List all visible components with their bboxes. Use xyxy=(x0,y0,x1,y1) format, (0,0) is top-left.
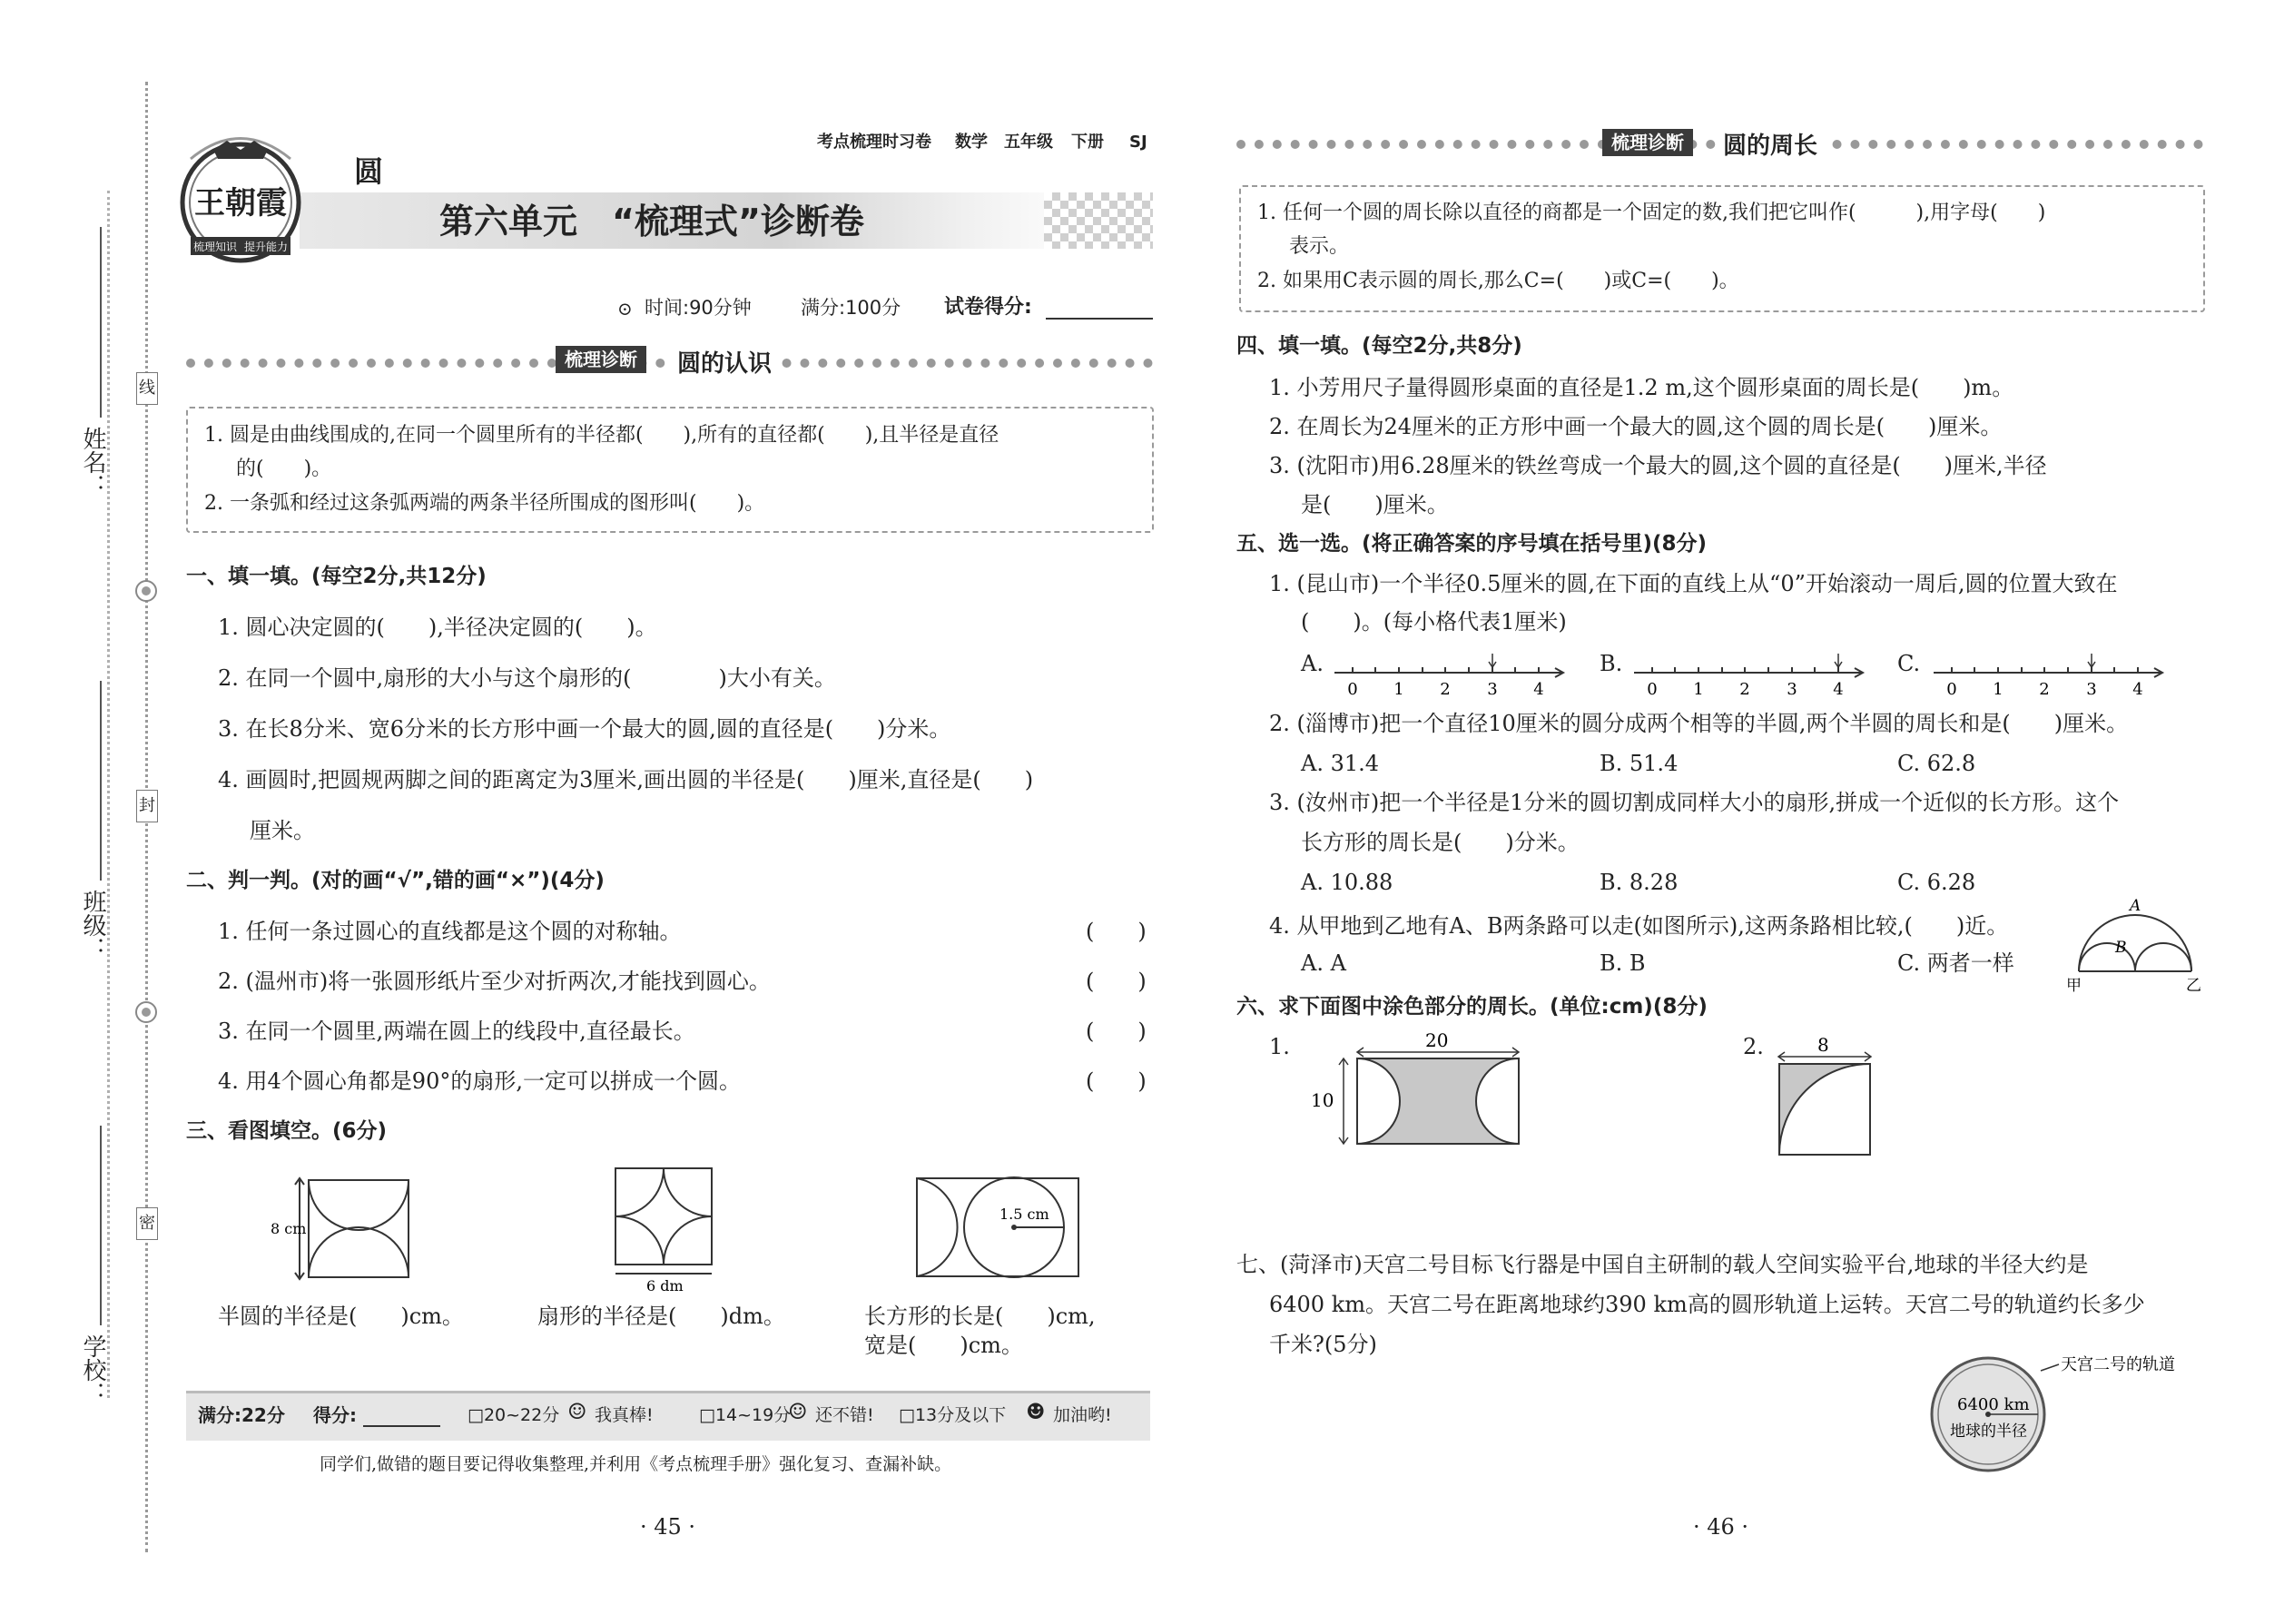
start-label: 甲 xyxy=(2066,977,2082,994)
exam-full-score: 满分:100分 xyxy=(801,297,901,319)
section-tag: 梳理诊断 xyxy=(556,346,646,373)
exam-score-label: 试卷得分: xyxy=(944,296,1032,319)
q5-option-b[interactable]: B. xyxy=(1600,651,1623,676)
q4-item: 2. 在周长为24厘米的正方形中画一个最大的圆,这个圆的周长是( )厘米。 xyxy=(1269,414,2003,439)
school-label: 学校： xyxy=(79,1334,106,1405)
q3-figure-3 xyxy=(912,1174,1085,1283)
box1-line: 1. 圆是由曲线围成的,在同一个圆里所有的半径都( ),所有的直径都( ),且半径是直径 xyxy=(204,424,999,447)
q1-heading: 一、填一填。(每空2分,共12分) xyxy=(186,565,487,588)
box2-line: 1. 任何一个圆的周长除以直径的商都是一个固定的数,我们把它叫作( ),用字母( ) xyxy=(1257,202,2046,224)
tick-label: 3 xyxy=(1787,680,1797,699)
q3-caption-2: 扇形的半径是( )dm。 xyxy=(537,1304,785,1329)
tick-label: 4 xyxy=(1833,680,1844,699)
q6-number-2: 2. xyxy=(1743,1034,1764,1059)
q5-item: 1. (昆山市)一个半径0.5厘米的圆,在下面的直线上从“0”开始滚动一周后,圆的位置大致在 xyxy=(1269,571,2118,596)
q1-item: 厘米。 xyxy=(250,818,315,843)
tick-label: 3 xyxy=(1487,680,1498,699)
orbit-label: 天宫二号的轨道 xyxy=(2061,1355,2175,1374)
score-msg-3: 加油哟! xyxy=(1053,1405,1112,1425)
q4-item: 1. 小芳用尺子量得圆形桌面的直径是1.2 m,这个圆形桌面的周长是( )m。 xyxy=(1269,375,2014,400)
smile-icon: ☺ xyxy=(788,1399,808,1424)
number-line-c xyxy=(1934,649,2170,700)
earth-radius-label: 地球的半径 xyxy=(1950,1422,2027,1441)
exam-score-blank[interactable] xyxy=(1046,318,1153,320)
q3-figure-2 xyxy=(608,1166,717,1294)
q5-option[interactable]: C. 两者一样 xyxy=(1897,950,2014,976)
q2-answer[interactable]: ( ) xyxy=(1086,1068,1147,1094)
q5-item: ( )。(每小格代表1厘米) xyxy=(1301,609,1567,635)
school-blank xyxy=(100,1126,102,1325)
q5-option[interactable]: C. 6.28 xyxy=(1897,870,1976,895)
q6-figure-2 xyxy=(1770,1035,1879,1157)
tick-label: 0 xyxy=(1946,680,1957,699)
q4-item: 3. (沈阳市)用6.28厘米的铁丝弯成一个最大的圆,这个圆的直径是( )厘米,半径 xyxy=(1269,453,2047,478)
q6-figure-1 xyxy=(1307,1030,1530,1153)
binding-hole-icon xyxy=(133,577,160,605)
name-label: 姓名： xyxy=(79,427,106,497)
fig2-label: 6 dm xyxy=(646,1277,684,1294)
q3-figure-1 xyxy=(263,1176,422,1284)
binding-divider xyxy=(107,191,110,1398)
brand-logo xyxy=(163,123,318,277)
tick-label: 2 xyxy=(1440,680,1451,699)
q6-width-2: 8 xyxy=(1817,1035,1829,1056)
tick-label: 3 xyxy=(2086,680,2097,699)
score-bar-got: 得分: xyxy=(313,1404,357,1426)
q2-item: 4. 用4个圆心角都是90°的扇形,一定可以拼成一个圆。 xyxy=(218,1068,741,1094)
fig1-label: 8 cm xyxy=(271,1220,307,1237)
tick-label: 1 xyxy=(1393,680,1404,699)
class-blank xyxy=(100,681,102,881)
brand-sub-left: 梳理知识 xyxy=(192,241,238,253)
q5-item: 4. 从甲地到乙地有A、B两条路可以走(如图所示),这两条路相比较,( )近。 xyxy=(1269,913,2009,939)
score-range-3[interactable]: □13分及以下 xyxy=(899,1405,1007,1425)
q2-item: 3. 在同一个圆里,两端在圆上的线段中,直径最长。 xyxy=(218,1019,695,1044)
header-grade: 五年级 xyxy=(1004,133,1053,152)
brand-name: 王朝霞 xyxy=(194,185,287,221)
q5-option[interactable]: B. 8.28 xyxy=(1600,870,1679,895)
tick-label: 0 xyxy=(1647,680,1658,699)
q6-number-1: 1. xyxy=(1269,1034,1290,1059)
q2-answer[interactable]: ( ) xyxy=(1086,969,1147,994)
binding-hole-icon xyxy=(133,999,160,1026)
score-bar-blank[interactable] xyxy=(363,1425,440,1427)
path-a-label: A xyxy=(2130,897,2141,915)
q1-item: 1. 圆心决定圆的( ),半径决定圆的( )。 xyxy=(218,615,657,640)
end-label: 乙 xyxy=(2186,977,2201,994)
box2-line: 2. 如果用C表示圆的周长,那么C=( )或C=( )。 xyxy=(1257,270,1739,292)
review-tip: 同学们,做错的题目要记得收集整理,并利用《考点梳理手册》强化复习、查漏补缺。 xyxy=(320,1454,952,1474)
q5-option[interactable]: A. 10.88 xyxy=(1301,870,1393,895)
page-number-left: · 45 · xyxy=(640,1514,696,1540)
unit-topic: 圆 xyxy=(354,154,384,189)
q7-line: 千米?(5分) xyxy=(1269,1332,1377,1357)
q1-item: 2. 在同一个圆中,扇形的大小与这个扇形的( )大小有关。 xyxy=(218,665,836,691)
header-subject: 数学 xyxy=(955,133,988,152)
tick-label: 2 xyxy=(1739,680,1750,699)
q3-caption-3a: 长方形的长是( )cm, xyxy=(864,1304,1096,1329)
score-msg-2: 还不错! xyxy=(815,1405,874,1425)
q6-height-1: 10 xyxy=(1311,1089,1334,1111)
q5-option[interactable]: B. B xyxy=(1600,950,1646,976)
tick-label: 1 xyxy=(1693,680,1704,699)
q2-answer[interactable]: ( ) xyxy=(1086,1019,1147,1044)
section-tag: 梳理诊断 xyxy=(1602,129,1693,156)
number-line-b xyxy=(1634,649,1870,700)
section-title: 圆的周长 xyxy=(1716,127,1825,161)
q3-caption-3b: 宽是( )cm。 xyxy=(864,1333,1023,1358)
title-checker xyxy=(1044,192,1153,249)
clock-icon: ⊙ xyxy=(617,298,633,320)
q4-heading: 四、填一填。(每空2分,共8分) xyxy=(1236,334,1522,358)
score-range-2[interactable]: □14~19分 xyxy=(699,1405,792,1425)
q6-width-1: 20 xyxy=(1425,1030,1449,1051)
q5-option[interactable]: A. 31.4 xyxy=(1301,751,1380,776)
q1-item: 3. 在长8分米、宽6分米的长方形中画一个最大的圆,圆的直径是( )分米。 xyxy=(218,716,951,742)
score-bar-full: 满分:22分 xyxy=(198,1404,285,1426)
q6-heading: 六、求下面图中涂色部分的周长。(单位:cm)(8分) xyxy=(1236,995,1708,1019)
q5-heading: 五、选一选。(将正确答案的序号填在括号里)(8分) xyxy=(1236,532,1708,556)
tick-label: 1 xyxy=(1993,680,2004,699)
page-title: 第六单元 “梳理式”诊断卷 xyxy=(439,202,864,241)
header-edition: SJ xyxy=(1129,133,1147,152)
smile-icon: ☺ xyxy=(567,1399,587,1424)
box1-line: 的( )。 xyxy=(236,458,332,480)
header-series: 考点梳理时习卷 xyxy=(817,133,931,152)
q5-option[interactable]: A. A xyxy=(1301,950,1346,976)
fig3-label: 1.5 cm xyxy=(999,1206,1049,1223)
q7-line: 6400 km。天宫二号在距离地球约390 km高的圆形轨道上运转。天宫二号的轨道约长多少 xyxy=(1269,1292,2145,1317)
score-range-1[interactable]: □20~22分 xyxy=(468,1405,560,1425)
class-label: 班级： xyxy=(79,890,106,960)
q4-item: 是( )厘米。 xyxy=(1301,492,1449,517)
q1-item: 4. 画圆时,把圆规两脚之间的距离定为3厘米,画出圆的半径是( )厘米,直径是( ) xyxy=(218,767,1034,792)
q5-item: 2. (淄博市)把一个直径10厘米的圆分成两个相等的半圆,两个半圆的周长和是( )厘米。 xyxy=(1269,711,2129,736)
number-line-a xyxy=(1334,649,1570,700)
cheer-icon: ☻ xyxy=(1026,1399,1046,1424)
q7-line: 七、(菏泽市)天宫二号目标飞行器是中国自主研制的载人空间实验平台,地球的半径大约是 xyxy=(1236,1252,2089,1277)
q3-heading: 三、看图填空。(6分) xyxy=(186,1119,388,1143)
brand-sub-right: 提升能力 xyxy=(243,241,289,253)
q5-option-c[interactable]: C. xyxy=(1897,651,1921,676)
q2-heading: 二、判一判。(对的画“√”,错的画“×”)(4分) xyxy=(186,869,605,892)
score-msg-1: 我真棒! xyxy=(595,1405,654,1425)
q5-item: 3. (汝州市)把一个半径是1分米的圆切割成同样大小的扇形,拼成一个近似的长方形。这个 xyxy=(1269,790,2120,815)
q5-option-a[interactable]: A. xyxy=(1301,651,1324,676)
path-diagram xyxy=(2061,894,2206,994)
tick-label: 0 xyxy=(1347,680,1358,699)
q5-item: 长方形的周长是( )分米。 xyxy=(1301,830,1580,855)
q2-answer[interactable]: ( ) xyxy=(1086,919,1147,944)
tick-label: 4 xyxy=(1533,680,1544,699)
path-b-label: B xyxy=(2115,939,2127,957)
binding-line-mark: 线 xyxy=(136,372,158,405)
q2-item: 2. (温州市)将一张圆形纸片至少对折两次,才能找到圆心。 xyxy=(218,969,771,994)
header-volume: 下册 xyxy=(1071,133,1104,152)
name-blank xyxy=(100,227,102,418)
box1-line: 2. 一条弧和经过这条弧两端的两条半径所围成的图形叫( )。 xyxy=(204,492,765,515)
orbit-diagram xyxy=(1925,1351,2224,1478)
q3-caption-1: 半圆的半径是( )cm。 xyxy=(218,1304,464,1329)
section-title: 圆的认识 xyxy=(670,345,779,379)
binding-mi-mark: 密 xyxy=(136,1207,158,1240)
exam-time: 时间:90分钟 xyxy=(645,297,752,319)
q5-option[interactable]: B. 51.4 xyxy=(1600,751,1679,776)
page-number-right: · 46 · xyxy=(1693,1514,1749,1540)
box2-line: 表示。 xyxy=(1289,235,1350,258)
tick-label: 4 xyxy=(2132,680,2143,699)
orbit-radius-label: 6400 km xyxy=(1957,1395,2030,1414)
tick-label: 2 xyxy=(2039,680,2050,699)
q5-option[interactable]: C. 62.8 xyxy=(1897,751,1976,776)
binding-seal-mark: 封 xyxy=(136,790,158,822)
q2-item: 1. 任何一条过圆心的直线都是这个圆的对称轴。 xyxy=(218,919,682,944)
